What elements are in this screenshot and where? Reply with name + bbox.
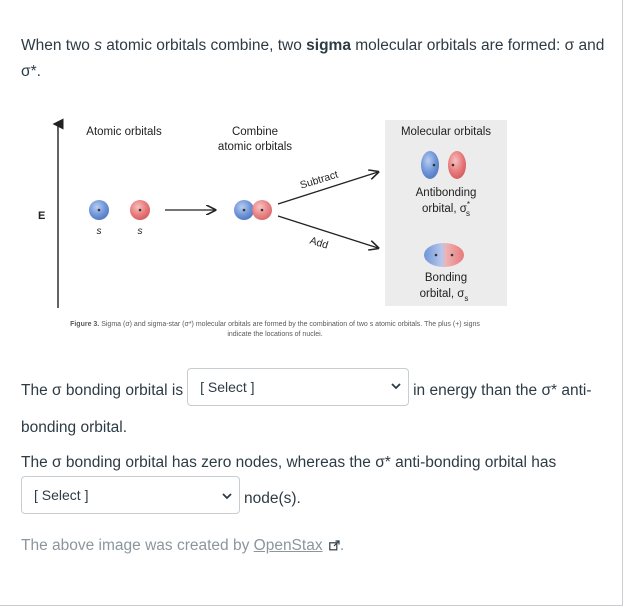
attribution xyxy=(21,537,344,555)
intro-text-3: molecular orbitals are formed: σ and xyxy=(350,37,605,54)
antibonding-label-line1: Antibonding xyxy=(415,187,477,199)
intro-s: s xyxy=(94,37,102,54)
orbital-diagram xyxy=(20,110,600,350)
energy-label: E xyxy=(38,210,46,222)
question-1 xyxy=(21,380,592,439)
chevron-down-icon xyxy=(221,490,233,502)
attribution-text: The above image was created by xyxy=(21,537,254,554)
s-label-2: s xyxy=(137,226,143,237)
figure-caption xyxy=(40,320,510,340)
question-1-after: in energy than the σ* anti- xyxy=(413,382,592,399)
caption-text-2: indicate the locations of nuclei. xyxy=(227,331,323,338)
energy-comparison-select-value: [ Select ] xyxy=(200,379,255,395)
add-label: Add xyxy=(308,234,330,252)
question-2-text: The σ bonding orbital has zero nodes, whereas the σ* anti-bonding orbital has xyxy=(21,454,557,471)
question-2-after: node(s). xyxy=(244,490,301,507)
bonding-nucleus-1 xyxy=(435,254,438,257)
subtract-label: Subtract xyxy=(298,168,340,192)
intro-text-1: When two xyxy=(21,37,95,54)
bonding-nucleus-2 xyxy=(451,254,454,257)
antibonding-lobe-red xyxy=(448,151,466,179)
antibonding-lobe-blue xyxy=(421,151,439,179)
intro-sigma: sigma xyxy=(306,37,351,54)
bonding-label-text: orbital, σ xyxy=(419,288,465,300)
combined-nucleus-1 xyxy=(243,209,246,212)
node-count-select[interactable] xyxy=(21,476,240,514)
intro-paragraph xyxy=(21,33,619,85)
s-orbital-red-nucleus xyxy=(139,209,142,212)
intro-text-2: atomic orbitals combine, two xyxy=(101,37,307,54)
bonding-orbital xyxy=(424,243,464,267)
question-1-before: The σ bonding orbital is xyxy=(21,382,184,399)
caption-text-1: Sigma (σ) and sigma-star (σ*) molecular orbitals are formed by the combination of two s atomic orbitals. The plus (+) signs xyxy=(99,321,480,328)
combined-nucleus-2 xyxy=(261,209,264,212)
combine-heading-line2: atomic orbitals xyxy=(217,141,293,153)
energy-comparison-select[interactable] xyxy=(187,368,409,406)
question-2-line xyxy=(21,476,301,514)
s-label-1: s xyxy=(96,226,102,237)
s-orbital-blue-nucleus xyxy=(98,209,101,212)
question-1-line xyxy=(21,380,592,402)
external-link-icon[interactable] xyxy=(329,540,340,551)
antibonding-nucleus-1 xyxy=(433,164,436,167)
antibonding-label-text: orbital, σ xyxy=(422,203,467,215)
molecular-orbitals-heading: Molecular orbitals xyxy=(400,126,492,138)
intro-text-4: σ*. xyxy=(21,63,41,80)
question-1-continuation: bonding orbital. xyxy=(21,419,127,436)
atomic-orbitals-heading: Atomic orbitals xyxy=(86,126,162,138)
openstax-link[interactable]: OpenStax xyxy=(253,537,323,554)
antibonding-sup: * xyxy=(466,200,470,209)
caption-label: Figure 3. xyxy=(70,321,100,328)
antibonding-nucleus-2 xyxy=(452,164,455,167)
attribution-period: . xyxy=(339,537,345,554)
chevron-down-icon xyxy=(390,380,402,392)
node-count-select-value: [ Select ] xyxy=(34,487,89,503)
bonding-label-line1: Bonding xyxy=(424,272,468,284)
combine-heading-line1: Combine xyxy=(231,126,279,138)
bonding-sub: s xyxy=(464,294,469,303)
antibonding-sub: s xyxy=(465,209,470,218)
